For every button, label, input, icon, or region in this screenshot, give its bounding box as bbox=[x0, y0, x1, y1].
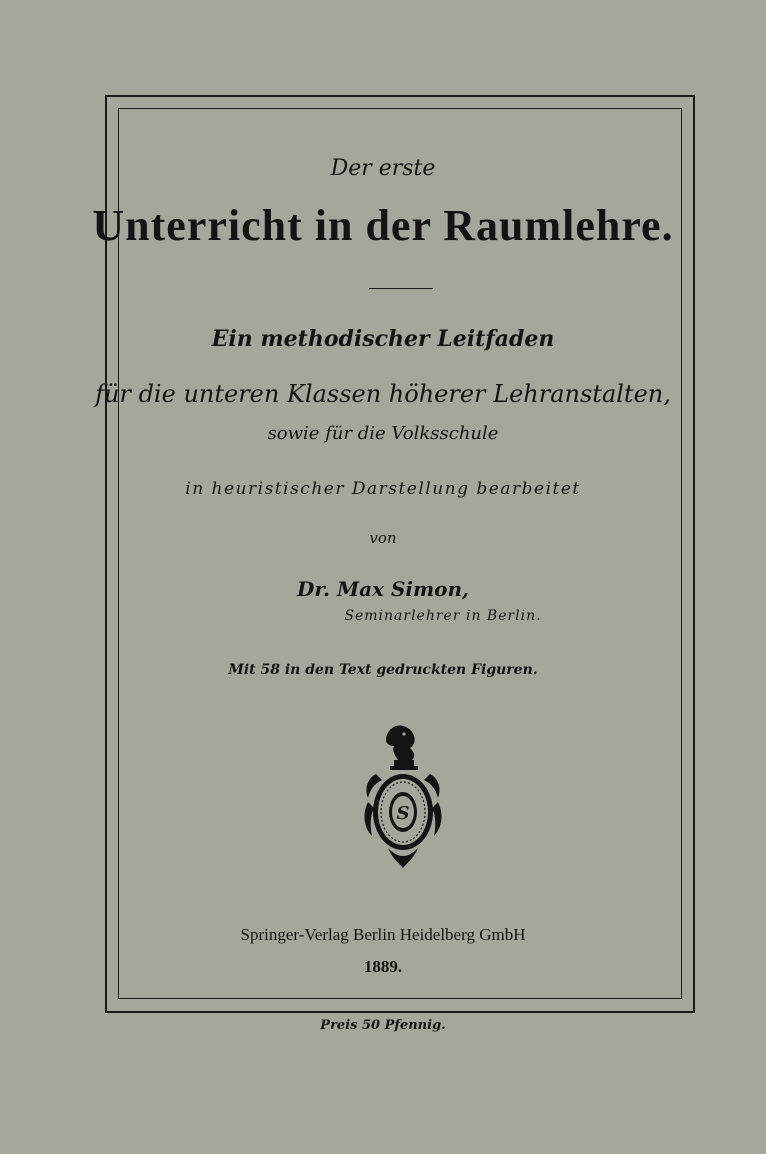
author-position: Seminarlehrer in Berlin. bbox=[344, 608, 542, 624]
audience-line-2: sowie für die Volksschule bbox=[267, 423, 499, 444]
presentation-line: in heuristischer Darstellung bearbeitet bbox=[185, 479, 581, 499]
publication-year: 1889. bbox=[363, 957, 403, 976]
pre-title: Der erste bbox=[330, 156, 436, 181]
publisher: Springer-Verlag Berlin Heidelberg GmbH bbox=[240, 925, 526, 944]
by-line: von bbox=[369, 529, 397, 547]
springer-horse-emblem-icon bbox=[358, 722, 448, 872]
book-title: Unterricht in der Raumlehre. bbox=[92, 201, 674, 250]
figures-note: Mit 58 in den Text gedruckten Figuren. bbox=[228, 662, 538, 678]
author-name: Dr. Max Simon, bbox=[296, 577, 469, 601]
subtitle: Ein methodischer Leitfaden bbox=[211, 326, 555, 352]
price-note: Preis 50 Pfennig. bbox=[320, 1018, 446, 1033]
svg-text:S: S bbox=[396, 803, 410, 824]
title-divider bbox=[369, 288, 433, 289]
audience-line-1: für die unteren Klassen höherer Lehranstalten, bbox=[95, 380, 671, 408]
